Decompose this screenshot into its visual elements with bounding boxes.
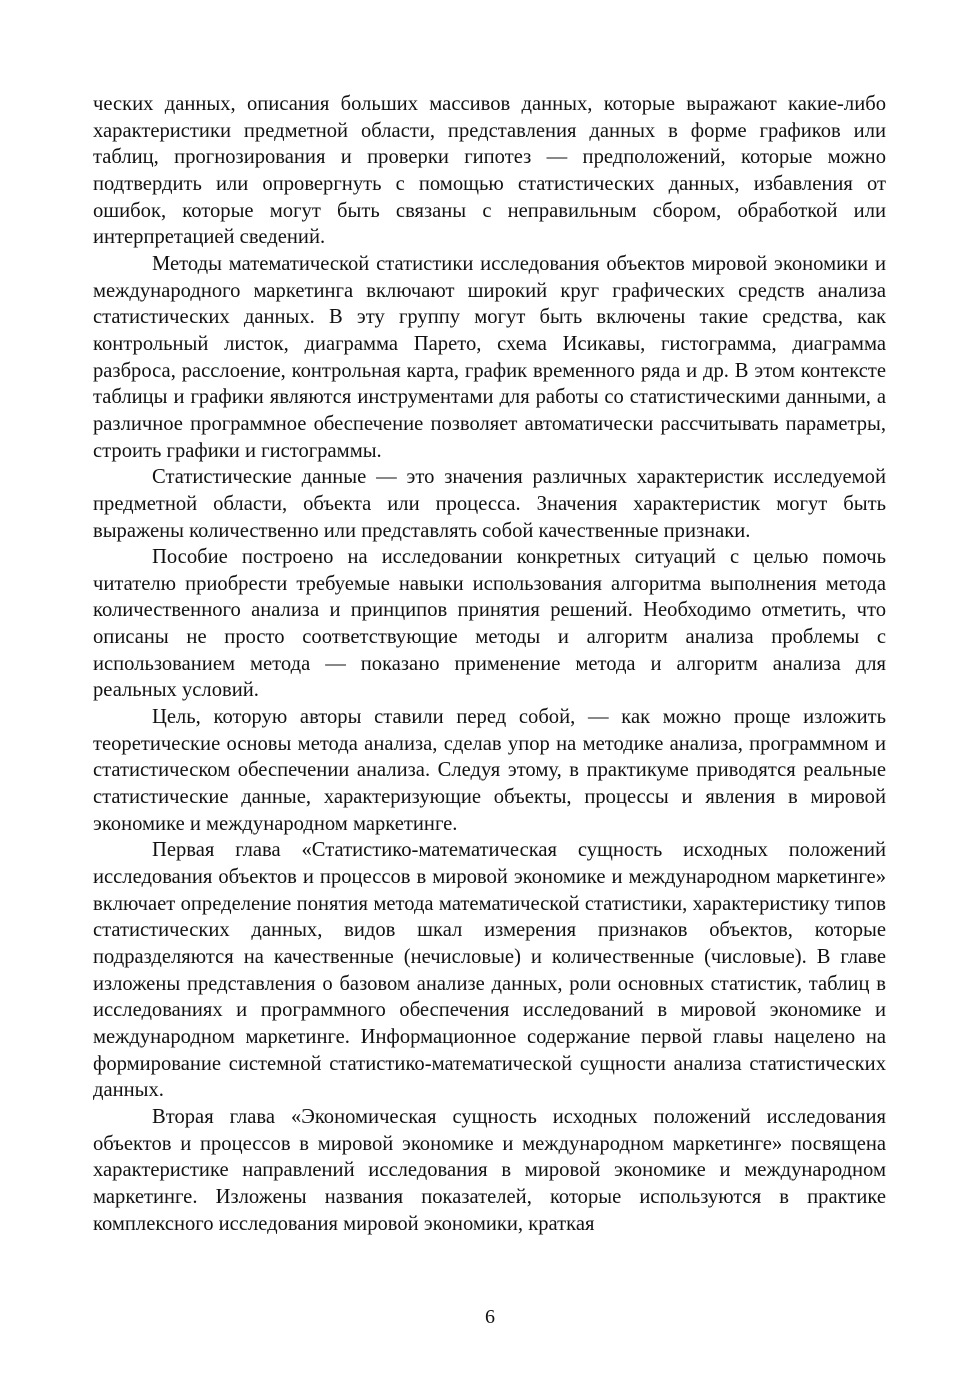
paragraph-manual-approach: Пособие построено на исследовании конкретных ситуаций с целью помочь читателю приобрести требуемые навыки использования алгоритма выполнения метода количественного анализа и принципов принятия решений. Необходимо отметить, что описаны не просто соответствующие методы и алгоритм анализа проблемы с использованием метода — показано применение метода и алгоритм анализа для реальных условий. (93, 546, 886, 702)
paragraph-chapter-two: Вторая глава «Экономическая сущность исходных положений исследования объектов и процессов в мировой экономике и международном маркетинге» посвящена характеристике направлений исследования в мировой экономике и международном маркетинге. Изложены названия показателей, которые используются в практике комплексного исследования мировой экономики, краткая (93, 1105, 886, 1235)
paragraph-chapter-one: Первая глава «Статистико-математическая сущность исходных положений исследования объектов и процессов в мировой экономике и международном маркетинге» включает определение понятия метода математической статистики, характеристику типов статистических данных, видов шкал измерения признаков объектов, которые подразделяются на качественные (нечисловые) и количественные (числовые). В главе изложены представления о базовом анализе данных, роли основных статистик, таблиц в исследованиях и программного обеспечения исследований в мировой экономике и международном маркетинге. Информационное содержание первой главы нацелено на формирование системной статистико-математической сущности анализа статистических данных. (93, 839, 886, 1102)
paragraph-methods: Методы математической статистики исследования объектов мировой экономики и международного маркетинга включают широкий круг графических средств анализа статистических данных. В эту группу могут быть включены такие средства, как контрольный листок, диаграмма Парето, схема Исикавы, гистограмма, диаграмма разброса, расслоение, контрольная карта, график временного ряда и др. В этом контексте таблицы и графики являются инструментами для работы со статистическими данными, а различное программное обеспечение позволяет автоматически рассчитывать параметры, строить графики и гистограммы. (93, 252, 886, 462)
page-body (93, 91, 886, 1237)
paragraph-authors-goal: Цель, которую авторы ставили перед собой, — как можно проще изложить теоретические основы метода анализа, сделав упор на методике анализа, программном и статистическом обеспечении анализа. Следуя этому, в практикуме приводятся реальные статистические данные, характеризующие объекты, процессы и явления в мировой экономике и международном маркетинге. (93, 706, 886, 835)
paragraph-statistical-data: Статистические данные — это значения различных характеристик исследуемой предметной области, объекта или процесса. Значения характеристик могут быть выражены количественно или представлять собой качественные признаки. (93, 466, 886, 542)
page-number: 6 (485, 1306, 495, 1328)
paragraph-continuation: ческих данных, описания больших массивов данных, которые выражают какие-либо характеристики предметной области, представления данных в форме графиков или таблиц, прогнозирования и проверки гипотез — предположений, которые можно подтвердить или опровергнуть с помощью статистических данных, избавления от ошибок, которые могут быть связаны с неправильным сбором, обработкой или интерпретацией сведений. (93, 93, 886, 249)
